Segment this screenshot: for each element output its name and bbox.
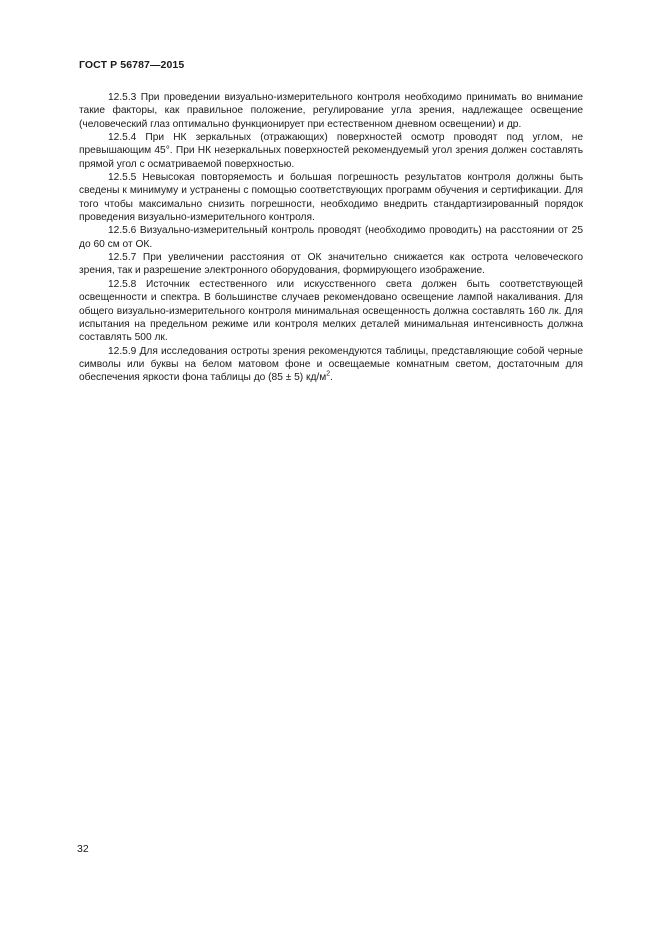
- paragraph-12-5-8: [79, 278, 583, 345]
- paragraph-text: 12.5.8 Источник естественного или искусственного света должен быть соответствующей освещенности и спектра. В большинстве случаев рекомендовано освещение лампой накаливания. Для общего визуально-измерительного контроля минимальная освещенность должна составлять 160 лк. Для испытания на предельном режиме или контроля мелких деталей минимальная интенсивность должна составлять 500 лк.: [79, 278, 583, 344]
- paragraph-text: 12.5.4 При НК зеркальных (отражающих) поверхностей осмотр проводят под углом, не превышающим 45°. При НК незеркальных поверхностей рекомендуемый угол зрения должен составлять прямой угол с осматриваемой поверхностью.: [79, 132, 583, 170]
- document-body: [79, 91, 583, 385]
- paragraph-text: 12.5.9 Для исследования остроты зрения рекомендуются таблицы, представляющие собой черные символы или буквы на белом матовом фоне и освещаемые комнатным светом, достаточным для обеспечения яркости фона таблицы до (85 ± 5) кд/м: [79, 345, 583, 384]
- paragraph-12-5-9: [79, 345, 583, 385]
- paragraph-12-5-5: [79, 171, 583, 224]
- paragraph-text: 12.5.6 Визуально-измерительный контроль проводят (необходимо проводить) на расстоянии от 25 до 60 см от ОК.: [79, 225, 583, 250]
- unit-superscript: 2: [326, 370, 331, 378]
- document-header: ГОСТ Р 56787—2015: [79, 59, 185, 71]
- paragraph-suffix: .: [330, 372, 334, 384]
- paragraph-12-5-3: [79, 91, 583, 131]
- paragraph-12-5-6: [79, 224, 583, 251]
- paragraph-text: 12.5.5 Невысокая повторяемость и большая погрешность результатов контроля должны быть сведены к минимуму и устранены с помощью соответствующих программ обучения и сертификации. Для того чтобы максимально снизить погрешности, необходимо внедрить стандартизированный порядок проведения визуально-измерительного контроля.: [79, 172, 583, 224]
- paragraph-text: 12.5.3 При проведении визуально-измерительного контроля необходимо принимать во внимание такие факторы, как правильное положение, регулирование угла зрения, надлежащее освещение (человеческий глаз оптимально функционирует при естественном дневном освещении) и др.: [79, 92, 583, 130]
- page-number: 32: [77, 843, 89, 855]
- paragraph-text: 12.5.7 При увеличении расстояния от ОК значительно снижается как острота человеческого зрения, так и разрешение электронного оборудования, формирующего изображение.: [79, 252, 583, 277]
- paragraph-12-5-7: [79, 251, 583, 278]
- paragraph-12-5-4: [79, 131, 583, 171]
